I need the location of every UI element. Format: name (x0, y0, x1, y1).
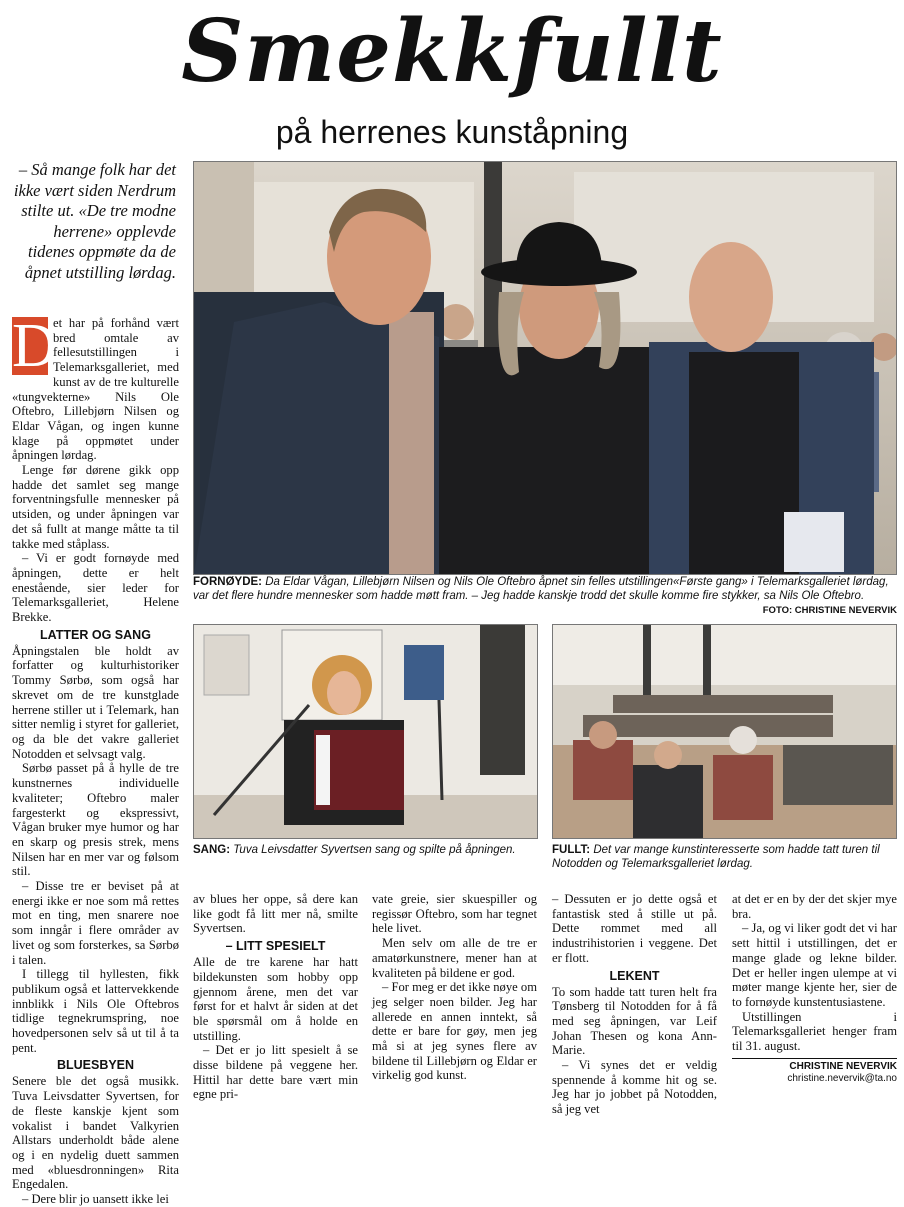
byline (732, 1058, 897, 1085)
paragraph: – Ja, og vi liker godt det vi har sett hittil i utstillingen, det er mange glade og lekne bilder. Det er heller ingen ulempe at vi møter mange kjente her, sier de to fornøyde kunstentusiastene. (732, 921, 897, 1009)
subheading: LEKENT (609, 968, 660, 983)
article-column-5 (732, 892, 897, 1085)
headline: Smekkfullt (181, 1, 723, 102)
paragraph: To som hadde tatt turen helt fra Tønsberg til Notodden for å få med seg åpningen, var Leif Johan Thesen og kona Ann-Marie. (552, 984, 717, 1058)
intro-lead: – Så mange folk har det ikke vært siden Nerdrum stilte ut. «De tre modne herrene» opplevde tidenes oppmøte da de åpnet utstilling lørdag. (13, 160, 176, 282)
article-column-3 (372, 892, 537, 1083)
drop-cap: D (12, 312, 57, 380)
subheading: – LITT SPESIELT (225, 939, 326, 954)
subheadline: på herrenes kunståpning (275, 114, 629, 150)
article-column-2 (193, 892, 358, 1102)
paragraph: av blues her oppe, så dere kan like godt få litt mer nå, smilte Syvertsen. (193, 892, 358, 936)
main-caption-label: FORNØYDE: (193, 576, 262, 588)
singer-caption (193, 843, 538, 857)
paragraph: Alle de tre karene har hatt bildekunsten som hobby opp gjennom årene, men det var først for et halvt år siden at det ble spørsmål om å holde en utstilling. (193, 955, 358, 1043)
author-email[interactable]: christine.nevervik@ta.no (787, 1072, 897, 1084)
song-caption-label: SANG: (193, 844, 231, 856)
paragraph: D et har på forhånd vært bred omtale av fellesutstillingen i Telemarksgalleriet, med kunst av de tre kulturelle «tungvekterne» Nils Ole Oftebro, Lillebjørn Nilsen og Eldar Vågan, og ingen kunne klage på oppmøtet under åpningen lørdag. (12, 312, 179, 463)
article-column-4 (552, 892, 717, 1117)
paragraph: Lenge før dørene gikk opp hadde det samlet seg mange forventningsfulle mennesker på utsiden, og under åpningen var det så fullt at mange måtte ta til takke med ståplass. (12, 463, 179, 551)
accordion-singer-photo-illustration (194, 625, 537, 838)
main-photo-caption (193, 575, 897, 603)
audience-caption (552, 843, 899, 871)
paragraph: I tillegg til hyllesten, fikk publikum også et lattervekkende innblikk i Nils Ole Oftebros tidlige tegnekrumspring, noe hovedpersonen selv så ut til å ta pent. (12, 967, 179, 1055)
main-caption-text: Da Eldar Vågan, Lillebjørn Nilsen og Nils Ole Oftebro åpnet sin felles utstillingen«Første gang» i Telemarksgalleriet lørdag, var det flere hundre mennesker som hadde møtt fram. – Jeg hadde kanskje trodd det skulle komme fire stykker, sa Nils Ole Oftebro. (193, 576, 889, 602)
full-caption-text: Det var mange kunstinteresserte som hadde tatt turen til Notodden og Telemarksgalleriet lørdag. (552, 844, 880, 870)
author-name: CHRISTINE NEVERVIK (789, 1060, 897, 1072)
subheading: LATTER OG SANG (40, 627, 151, 642)
subheading: BLUESBYEN (56, 1058, 135, 1073)
paragraph: Åpningstalen ble holdt av forfatter og kulturhistoriker Tommy Sørbø, som også har skrevet om de tre kunstglade herrene stiller ut i Telemark, han sitter nemlig i styret for galleriet, og da ble det vakre galleriet Notodden et selvsagt valg. (12, 643, 179, 761)
paragraph: Men selv om alle de tre er amatørkunstnere, mener han at kvaliteten på bildene er god. (372, 936, 537, 980)
three-men-photo-illustration (194, 162, 896, 574)
paragraph: – Dessuten er jo dette også et fantastisk sted å stille ut på. Dette rommet med all industrihistorien i veggene. Det er flott. (552, 892, 717, 965)
song-caption-text: Tuva Leivsdatter Syvertsen sang og spilte på åpningen. (233, 844, 516, 856)
paragraph: Senere ble det også musikk. Tuva Leivsdatter Syvertsen, for de fleste kanskje kjent som vokalist i bandet Valkyrien Allstars underholdt både alene og i en nydelig duett sammen med «bluesdronningen» Rita Engedalen. (12, 1074, 179, 1192)
photo-credit: FOTO: CHRISTINE NEVERVIK (762, 605, 897, 616)
audience-photo (552, 624, 897, 839)
paragraph: – Disse tre er beviset på at energi ikke er noe som må rettes mot en ting, men snarere noe som inngår i flere områder av livet og som forsterkes, sa Sørbø i talen. (12, 879, 179, 967)
singer-photo (193, 624, 538, 839)
paragraph: – For meg er det ikke nøye om jeg selger noen bilder. Jeg har allerede en annen inntekt, så dette er bare for gøy, men jeg må si at jeg synes flere av bildene til Lillebjørn og Eldar er virkelig god kunst. (372, 980, 537, 1083)
paragraph: – Dere blir jo uansett ikke lei (22, 1192, 169, 1207)
audience-photo-illustration (553, 625, 896, 838)
paragraph: – Det er jo litt spesielt å se disse bildene på veggene her. Hittil har dette bare vært min egne pri- (193, 1043, 358, 1102)
paragraph: Utstillingen i Telemarksgalleriet henger fram til 31. august. (732, 1009, 897, 1054)
paragraph: vate greie, sier skuespiller og regissør Oftebro, som har tegnet hele livet. (372, 892, 537, 936)
paragraph: at det er en by der det skjer mye bra. (732, 892, 897, 921)
paragraph: – Vi er godt fornøyde med åpningen, dette er helt enestående, sier leder for Telemarksgalleriet, Helene Brekke. (12, 551, 179, 625)
main-photo (193, 161, 897, 575)
paragraph: Sørbø passet på å hylle de tre kunstnernes individuelle kvaliteter; Oftebro maler fargesterkt og ekspressivt, Vågan bruker mye humor og har en skarp og presis strek, mens Nilsen har en mer var og følsom stil. (12, 761, 179, 879)
full-caption-label: FULLT: (552, 844, 591, 856)
article-column-1 (12, 312, 179, 1207)
paragraph: – Vi synes det er veldig spennende å komme hit og se. Jeg har jo jobbet på Notodden, så jeg vet (552, 1058, 717, 1117)
